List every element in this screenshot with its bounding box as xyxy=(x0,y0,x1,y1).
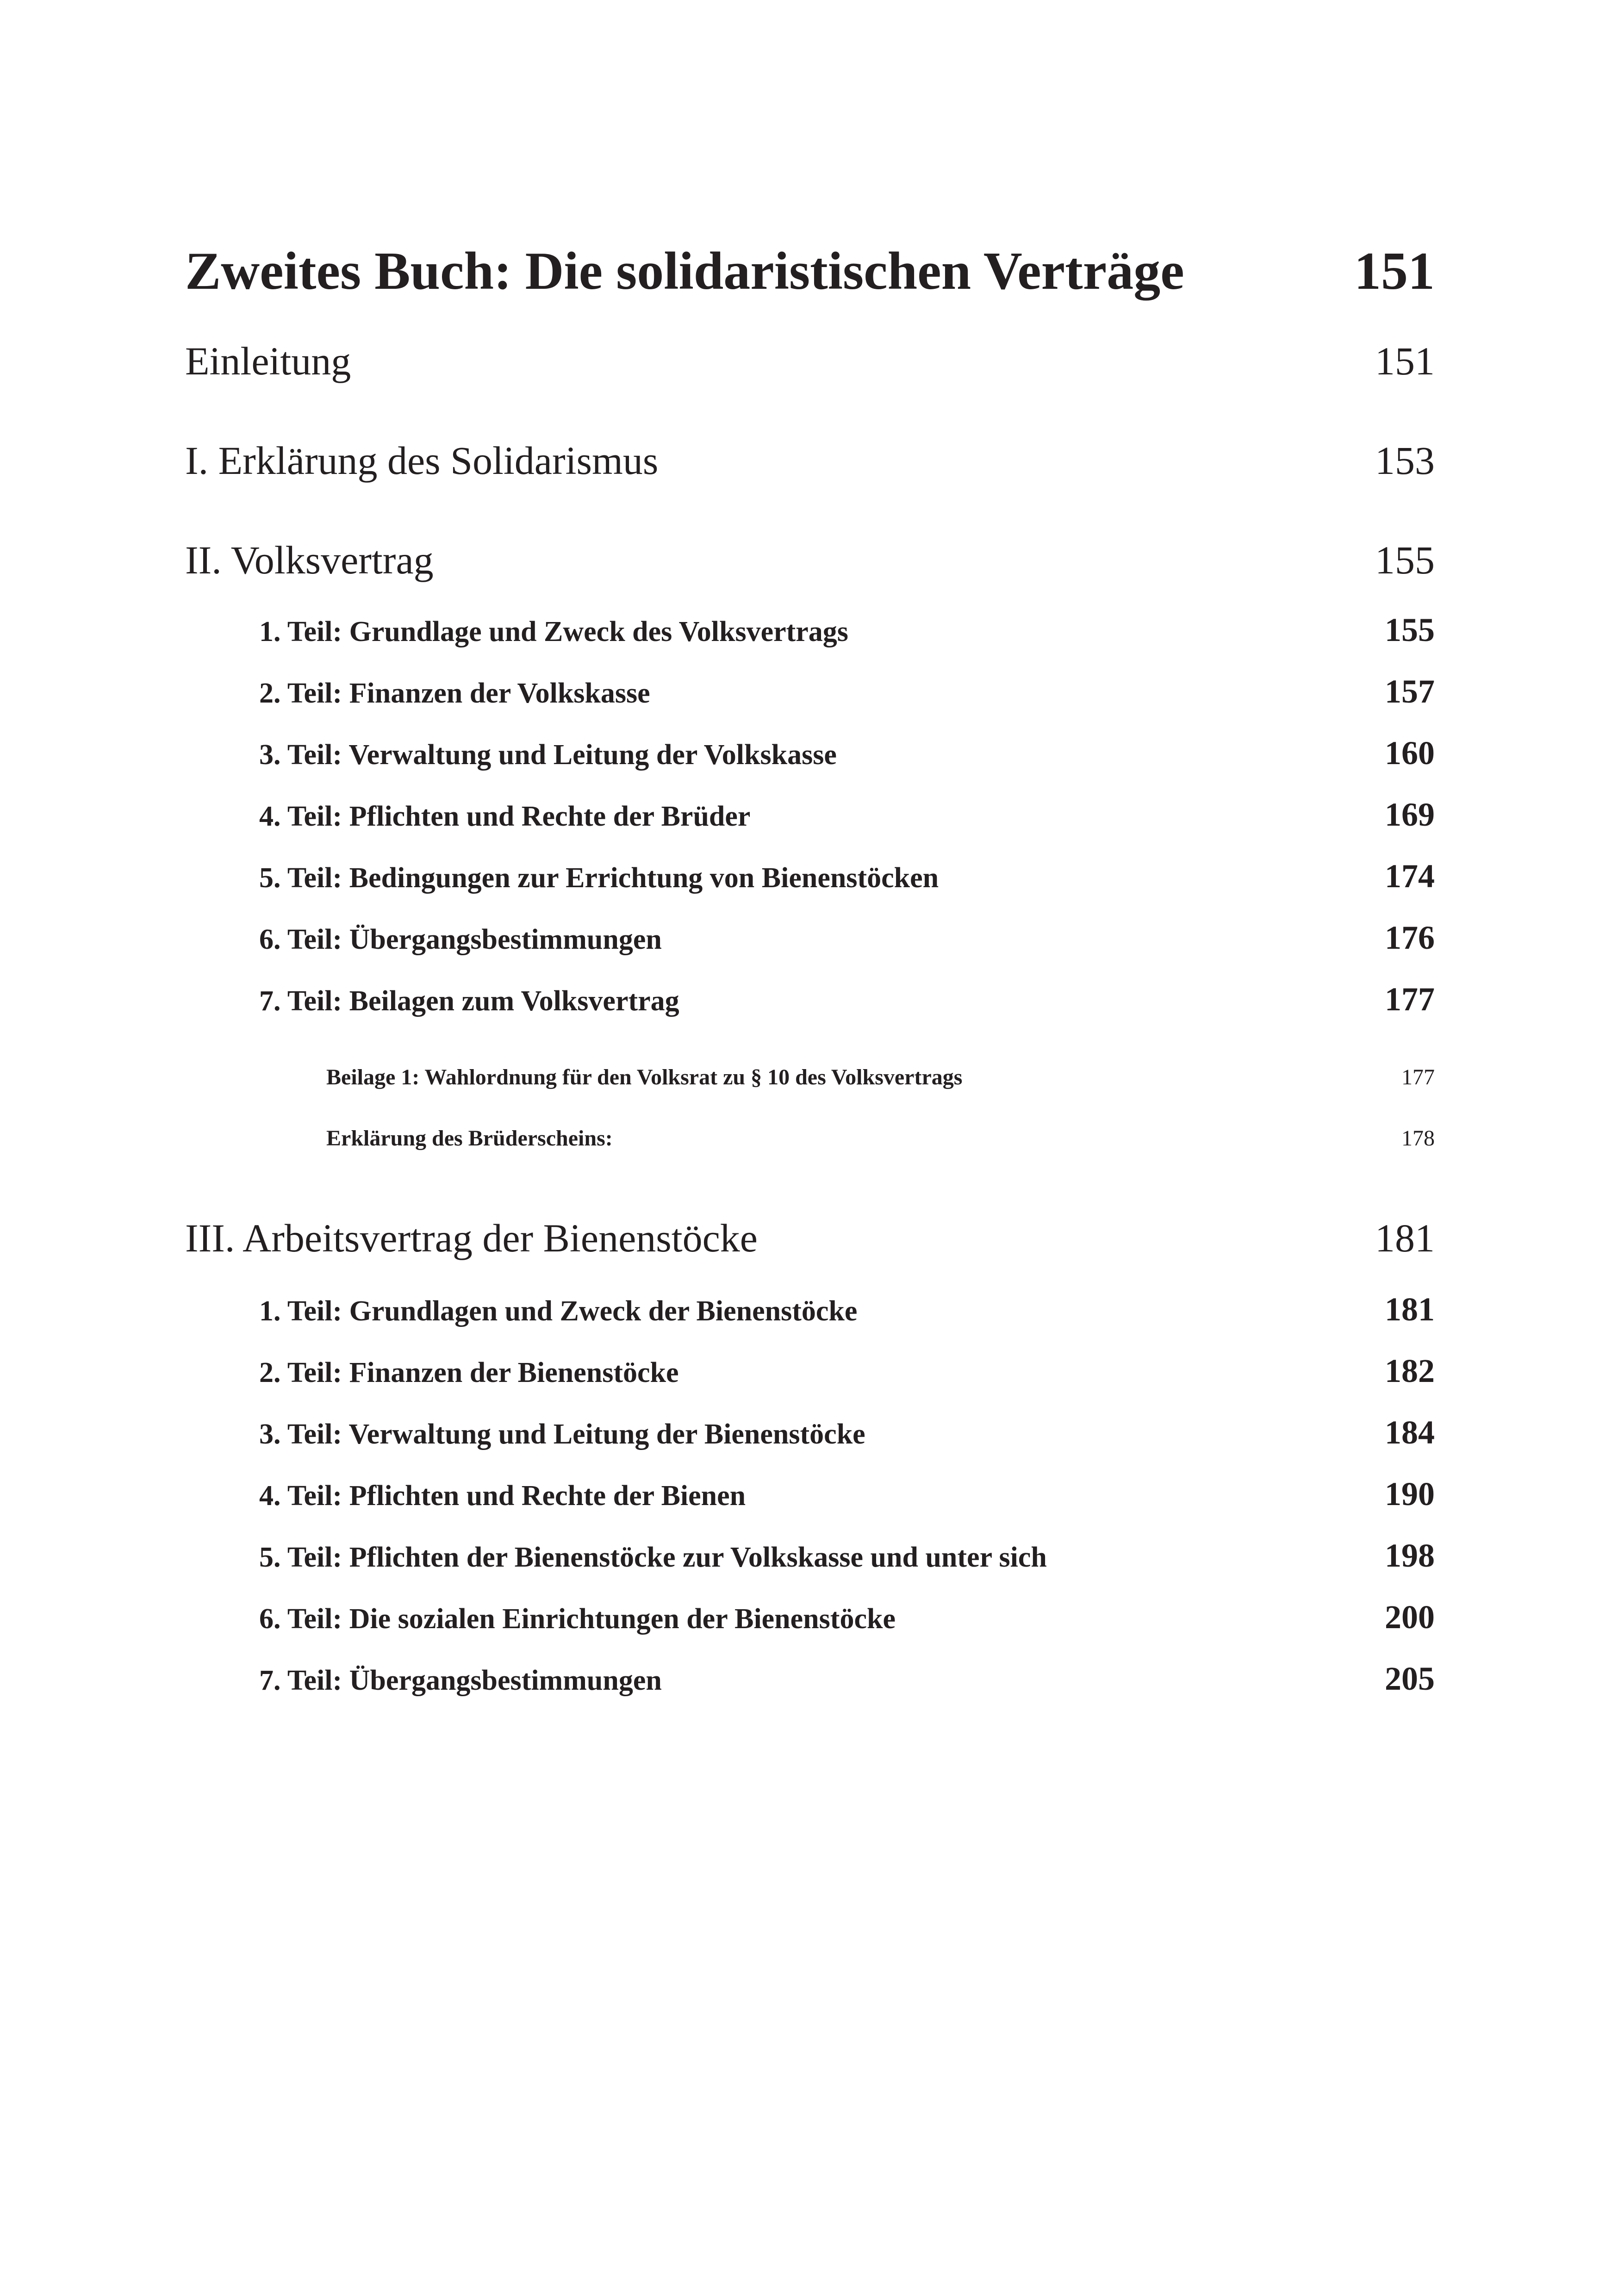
toc-entry-label: 2. Teil: Finanzen der Bienenstöcke xyxy=(259,1357,679,1388)
toc-chapter-1[interactable] xyxy=(185,437,1435,488)
toc-page-number: 174 xyxy=(1385,858,1435,895)
toc-appendix[interactable] xyxy=(326,1126,1435,1158)
toc-part[interactable] xyxy=(259,980,1435,1022)
toc-page-number: 155 xyxy=(1375,538,1435,582)
toc-part[interactable] xyxy=(259,1290,1435,1332)
toc-part[interactable] xyxy=(259,611,1435,653)
toc-part[interactable] xyxy=(259,672,1435,714)
toc-page-number: 176 xyxy=(1385,919,1435,956)
toc-entry-label: Einleitung xyxy=(185,339,351,383)
toc-page-number: 198 xyxy=(1385,1537,1435,1574)
toc-part[interactable] xyxy=(259,1413,1435,1455)
toc-part[interactable] xyxy=(259,796,1435,837)
toc-entry-label: 1. Teil: Grundlagen und Zweck der Bienenstöcke xyxy=(259,1295,858,1327)
toc-entry-label: 1. Teil: Grundlage und Zweck des Volksvertrags xyxy=(259,616,848,647)
toc-chapter-3[interactable] xyxy=(185,1215,1435,1266)
toc-part[interactable] xyxy=(259,1475,1435,1517)
toc-page-number: 177 xyxy=(1401,1065,1435,1089)
toc-entry-label: I. Erklärung des Solidarismus xyxy=(185,438,659,483)
toc-book-title[interactable] xyxy=(185,241,1435,305)
toc-entry-label: 4. Teil: Pflichten und Rechte der Brüder xyxy=(259,801,751,832)
toc-part[interactable] xyxy=(259,919,1435,960)
toc-entry-label: III. Arbeitsvertrag der Bienenstöcke xyxy=(185,1216,758,1260)
toc-entry-label: 5. Teil: Bedingungen zur Errichtung von Bienenstöcken xyxy=(259,862,939,894)
toc-chapter-einleitung[interactable] xyxy=(185,338,1435,389)
toc-page-number: 181 xyxy=(1375,1216,1435,1260)
toc-page-number: 205 xyxy=(1385,1660,1435,1697)
toc-part[interactable] xyxy=(259,1598,1435,1640)
toc-page-number: 178 xyxy=(1401,1126,1435,1151)
toc-page-number: 151 xyxy=(1354,242,1435,301)
toc-page-number: 182 xyxy=(1385,1352,1435,1389)
toc-chapter-2[interactable] xyxy=(185,537,1435,588)
toc-page-number: 153 xyxy=(1375,438,1435,483)
toc-entry-label: II. Volksvertrag xyxy=(185,538,434,582)
toc-entry-label: 2. Teil: Finanzen der Volkskasse xyxy=(259,678,650,709)
toc-part[interactable] xyxy=(259,1352,1435,1394)
toc-part[interactable] xyxy=(259,857,1435,899)
toc-entry-label: 6. Teil: Die sozialen Einrichtungen der Bienenstöcke xyxy=(259,1603,896,1635)
toc-page-number: 160 xyxy=(1385,734,1435,772)
toc-entry-label: 5. Teil: Pflichten der Bienenstöcke zur Volkskasse und unter sich xyxy=(259,1542,1047,1573)
toc-entry-label: Erklärung des Brüderscheins: xyxy=(326,1126,613,1151)
toc-entry-label: Zweites Buch: Die solidaristischen Verträge xyxy=(185,242,1184,301)
toc-part[interactable] xyxy=(259,1660,1435,1701)
toc-page-number: 169 xyxy=(1385,796,1435,833)
toc-entry-label: 7. Teil: Übergangsbestimmungen xyxy=(259,1665,662,1696)
toc-appendix[interactable] xyxy=(326,1064,1435,1097)
toc-part[interactable] xyxy=(259,1537,1435,1578)
toc-page-number: 157 xyxy=(1385,673,1435,710)
toc-part[interactable] xyxy=(259,734,1435,776)
toc-entry-label: 3. Teil: Verwaltung und Leitung der Volkskasse xyxy=(259,739,837,771)
toc-page-number: 155 xyxy=(1385,611,1435,648)
toc-page-number: 181 xyxy=(1385,1291,1435,1328)
toc-page-number: 151 xyxy=(1375,339,1435,383)
toc-page-number: 177 xyxy=(1385,981,1435,1018)
toc-page-number: 184 xyxy=(1385,1414,1435,1451)
toc-entry-label: Beilage 1: Wahlordnung für den Volksrat zu § 10 des Volksvertrags xyxy=(326,1065,963,1089)
toc-entry-label: 6. Teil: Übergangsbestimmungen xyxy=(259,924,662,955)
toc-page-number: 190 xyxy=(1385,1475,1435,1512)
toc-entry-label: 4. Teil: Pflichten und Rechte der Bienen xyxy=(259,1480,746,1512)
toc-entry-label: 3. Teil: Verwaltung und Leitung der Bienenstöcke xyxy=(259,1419,865,1450)
toc-entry-label: 7. Teil: Beilagen zum Volksvertrag xyxy=(259,985,679,1017)
toc-page-number: 200 xyxy=(1385,1599,1435,1636)
